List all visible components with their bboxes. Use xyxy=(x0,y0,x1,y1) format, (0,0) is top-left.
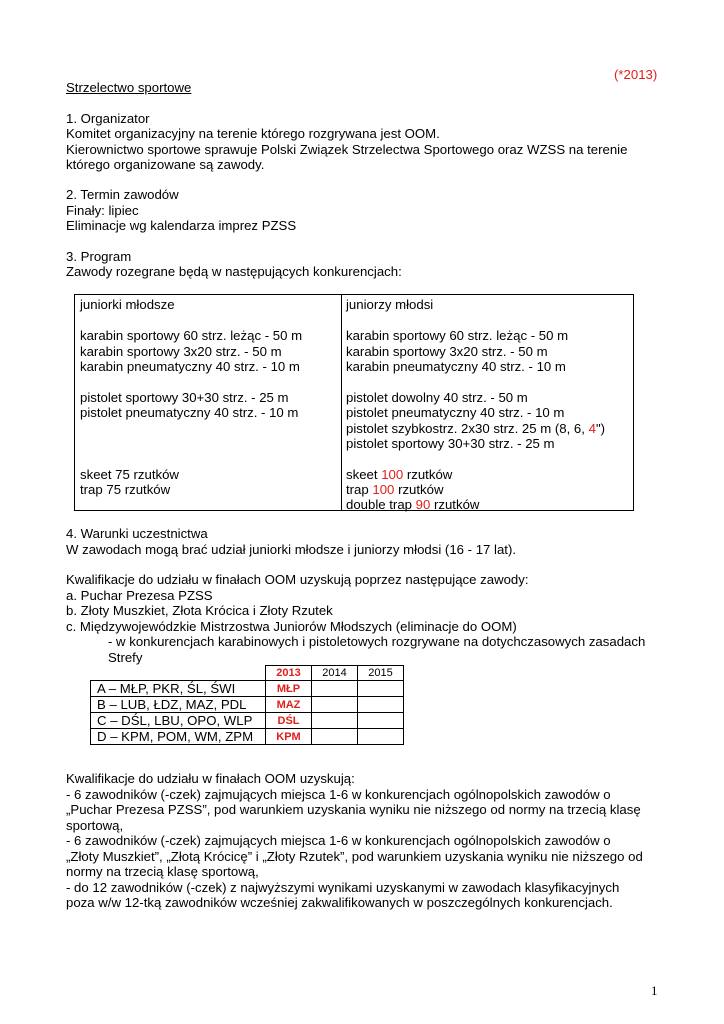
event: karabin pneumatyczny 40 strz. - 10 m xyxy=(346,359,566,374)
zone-host-2015 xyxy=(358,713,404,729)
section-3-intro: Zawody rozegrane będą w następujących konkurencjach: xyxy=(66,264,402,279)
table-divider xyxy=(341,295,342,510)
section-2-heading: 2. Termin zawodów xyxy=(66,187,179,202)
section-2-line: Eliminacje wg kalendarza imprez PZSS xyxy=(66,218,297,233)
section-3-heading: 3. Program xyxy=(66,249,132,264)
event: pistolet sportowy 30+30 strz. - 25 m xyxy=(346,436,555,451)
qualification2-intro: Kwalifikacje do udziału w finałach OOM uzyskują: xyxy=(66,771,355,786)
event: pistolet pneumatyczny 40 strz. - 10 m xyxy=(346,405,565,420)
qualification-line: poza w/w 12-tką zawodników wcześniej zakwalifikowanych w poszczególnych konkurencjach. xyxy=(66,895,613,910)
event: karabin sportowy 3x20 strz. - 50 m xyxy=(80,344,282,359)
table-row xyxy=(91,666,404,681)
zone-name: A – MŁP, PKR, ŚL, ŚWI xyxy=(91,681,266,697)
zone-host-2013: KPM xyxy=(266,729,312,745)
table-row xyxy=(91,681,404,697)
zone-name: C – DŚL, LBU, OPO, WLP xyxy=(91,713,266,729)
zones-table xyxy=(90,665,404,745)
list-item: b. Złoty Muszkiet, Złota Krócica i Złoty Rzutek xyxy=(66,603,333,618)
page-number: 1 xyxy=(651,983,658,998)
year-header-2014: 2014 xyxy=(312,666,358,681)
event: karabin pneumatyczny 40 strz. - 10 m xyxy=(80,359,300,374)
event: trap 75 rzutków xyxy=(80,482,171,497)
section-2-line: Finały: lipiec xyxy=(66,203,139,218)
zones-label: Strefy xyxy=(108,650,143,665)
year-header-2015: 2015 xyxy=(358,666,404,681)
list-item: a. Puchar Prezesa PZSS xyxy=(66,588,213,603)
table-row xyxy=(91,729,404,745)
event-text: double trap xyxy=(346,497,416,512)
zone-host-2015 xyxy=(358,729,404,745)
zone-host-2014 xyxy=(312,713,358,729)
zone-host-2014 xyxy=(312,697,358,713)
section-1-line: Komitet organizacyjny na terenie którego rozgrywana jest OOM. xyxy=(66,126,440,141)
event: karabin sportowy 60 strz. leżąc - 50 m xyxy=(346,328,569,343)
event-text: skeet xyxy=(346,467,382,482)
section-4-line: W zawodach mogą brać udział juniorki młodsze i juniorzy młodsi (16 - 17 lat). xyxy=(66,542,517,557)
zone-name: D – KPM, POM, WM, ZPM xyxy=(91,729,266,745)
event-text: rzutków xyxy=(430,497,480,512)
qualification-intro: Kwalifikacje do udziału w finałach OOM uzyskują poprzez następujące zawody: xyxy=(66,572,529,587)
year-header-2013: 2013 xyxy=(266,666,312,681)
document-title: Strzelectwo sportowe xyxy=(66,80,192,95)
event-changed-value: 100 xyxy=(372,482,395,497)
empty-cell xyxy=(91,666,266,681)
qualification-line: „Złoty Muszkiet”, „Złotą Krócicę” i „Złoty Rzutek”, pod warunkiem uzyskania wyniku nie niższego od xyxy=(66,849,643,864)
section-1-heading: 1. Organizator xyxy=(66,111,150,126)
section-1-line: którego organizowane są zawody. xyxy=(66,157,265,172)
event-changed-value: 100 xyxy=(381,467,404,482)
year-tag: (*2013) xyxy=(614,67,658,82)
qualification-line: „Puchar Prezesa PZSS”, pod warunkiem uzyskania wyniku nie niższego od normy na trzecią klasę xyxy=(66,802,641,817)
event-text: trap xyxy=(346,482,373,497)
zone-host-2015 xyxy=(358,697,404,713)
zone-host-2013: MAZ xyxy=(266,697,312,713)
list-item: c. Międzywojewódzkie Mistrzostwa Juniorów Młodszych (eliminacje do OOM) xyxy=(66,619,517,634)
section-1-line: Kierownictwo sportowe sprawuje Polski Związek Strzelectwa Sportowego oraz WZSS na terenie xyxy=(66,142,628,157)
event-changed-value: 4 xyxy=(588,421,596,436)
zone-host-2014 xyxy=(312,729,358,745)
event: pistolet pneumatyczny 40 strz. - 10 m xyxy=(80,405,299,420)
event-rapid-fire xyxy=(346,421,605,437)
section-4-heading: 4. Warunki uczestnictwa xyxy=(66,526,208,541)
col-header-juniorki: juniorki młodsze xyxy=(80,297,175,312)
event: skeet 75 rzutków xyxy=(80,467,179,482)
event: pistolet dowolny 40 strz. - 50 m xyxy=(346,390,528,405)
zone-host-2014 xyxy=(312,681,358,697)
table-row xyxy=(91,697,404,713)
sub-item: - w konkurencjach karabinowych i pistoletowych rozgrywane na dotychczasowych zasadach xyxy=(108,634,646,649)
event: pistolet sportowy 30+30 strz. - 25 m xyxy=(80,390,289,405)
event-double-trap xyxy=(346,497,479,513)
event: karabin sportowy 3x20 strz. - 50 m xyxy=(346,344,548,359)
qualification-line: normy na trzecią klasę sportową, xyxy=(66,864,259,879)
zone-name: B – LUB, ŁDZ, MAZ, PDL xyxy=(91,697,266,713)
event: karabin sportowy 60 strz. leżąc - 50 m xyxy=(80,328,303,343)
qualification-line: - 6 zawodników (-czek) zajmujących miejsca 1-6 w konkurencjach ogólnopolskich zawodów o xyxy=(66,787,611,802)
event-text: rzutków xyxy=(403,467,453,482)
zone-host-2013: MŁP xyxy=(266,681,312,697)
event-trap xyxy=(346,482,444,498)
qualification-line: - 6 zawodników (-czek) zajmujących miejsca 1-6 w konkurencjach ogólnopolskich zawodów o xyxy=(66,833,611,848)
event-skeet xyxy=(346,467,452,483)
col-header-juniorzy: juniorzy młodsi xyxy=(346,297,434,312)
zone-host-2013: DŚL xyxy=(266,713,312,729)
qualification-line: - do 12 zawodników (-czek) z najwyższymi wynikami uzyskanymi w zawodach klasyfikacyjnych xyxy=(66,880,620,895)
event-text: pistolet szybkostrz. 2x30 strz. 25 m (8, 6, xyxy=(346,421,589,436)
event-text: rzutków xyxy=(394,482,444,497)
table-row xyxy=(91,713,404,729)
event-changed-value: 90 xyxy=(415,497,431,512)
event-text: ") xyxy=(595,421,606,436)
zone-host-2015 xyxy=(358,681,404,697)
program-table xyxy=(74,294,634,511)
qualification-line: sportową, xyxy=(66,818,124,833)
